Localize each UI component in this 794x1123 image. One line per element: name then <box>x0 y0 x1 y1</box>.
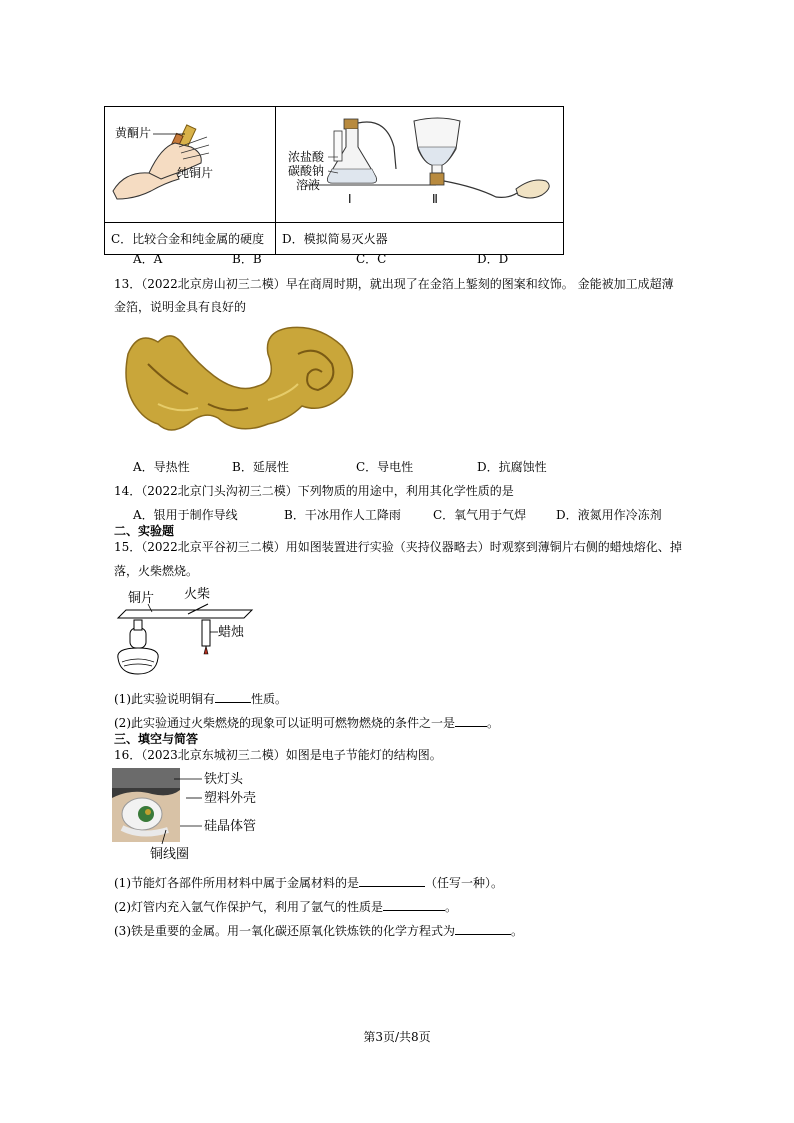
q16-sub1-text: (1)节能灯各部件所用材料中属于金属材料的是 <box>114 876 359 890</box>
q15-sub1 <box>114 690 287 707</box>
q15-sub2 <box>114 714 499 731</box>
q16-sub1 <box>114 874 503 891</box>
setup1-label: Ⅰ <box>348 192 352 206</box>
q13-stem-line2: 金箔，说明金具有良好的 <box>114 300 247 314</box>
carbonate-label: 碳酸钠 <box>288 164 325 178</box>
q15-sub1-blank[interactable] <box>215 690 251 703</box>
setup2-label: Ⅱ <box>432 192 438 206</box>
lamp-coil-label: 铜线圈 <box>150 847 190 860</box>
fire-extinguisher-figure <box>276 107 563 219</box>
q13-option-c: C．导电性 <box>356 460 414 474</box>
candle-label: 蜡烛 <box>218 625 245 640</box>
gold-foil-image <box>118 324 362 440</box>
section-experiment-heading: 二、实验题 <box>114 524 175 538</box>
q16-sub2-text: (2)灯管内充入氩气作保护气，利用了氩气的性质是 <box>114 900 383 914</box>
q16-sub1-suffix: （任写一种）。 <box>425 876 504 890</box>
q14-option-c: C．氧气用于气焊 <box>433 508 527 522</box>
q14-option-d: D．液氮用作冷冻剂 <box>556 508 662 522</box>
solution-label: 溶液 <box>296 178 321 192</box>
acid-label: 浓盐酸 <box>288 150 325 164</box>
q15-sub2-blank[interactable] <box>455 714 487 727</box>
q16-sub3-text: (3)铁是重要的金属。用一氧化碳还原氧化铁炼铁的化学方程式为 <box>114 924 456 938</box>
q13-option-d: D．抗腐蚀性 <box>477 460 547 474</box>
lamp-labels-figure <box>150 768 270 860</box>
q16-sub3 <box>114 922 523 939</box>
q15-sub2-text: (2)此实验通过火柴燃烧的现象可以证明可燃物燃烧的条件之一是 <box>114 716 456 730</box>
copper-sheet-label: 铜片 <box>128 591 155 606</box>
q12-option-d: D．D <box>477 252 509 266</box>
q15-stem-line1: 15．（2022北京平谷初三二模）用如图装置进行实验（夹持仪器略去）时观察到薄铜片右侧的蜡烛熔化、掉 <box>114 540 682 554</box>
q16-stem: 16．（2023北京东城初三二模）如图是电子节能灯的结构图。 <box>114 748 442 762</box>
q15-stem-line2: 落，火柴燃烧。 <box>114 564 199 578</box>
q16-sub3-suffix: 。 <box>511 924 524 938</box>
q13-stem-line1: 13．（2022北京房山初三二模）早在商周时期，就出现了在金箔上錾刻的图案和纹饰。 金能被加工成超薄 <box>114 277 674 291</box>
q13-option-a: A．导热性 <box>133 460 190 474</box>
copper-label: 纯铜片 <box>177 166 214 180</box>
match-label: 火柴 <box>184 587 211 602</box>
q13-option-b: B．延展性 <box>232 460 289 474</box>
figure-cell-c <box>105 107 276 223</box>
caption-d: D．模拟简易灭火器 <box>276 223 564 255</box>
lamp-tube-label: 硅晶体管 <box>204 819 257 834</box>
q15-sub1-text: (1)此实验说明铜有 <box>114 692 215 706</box>
section-fill-heading: 三、填空与简答 <box>114 732 199 746</box>
figure-table <box>104 106 564 255</box>
lamp-shell-label: 塑料外壳 <box>204 791 257 806</box>
q12-option-c: C．C <box>356 252 387 266</box>
q12-option-b: B．B <box>232 252 262 266</box>
q16-sub2 <box>114 898 457 915</box>
q16-sub2-suffix: 。 <box>445 900 458 914</box>
figure-cell-d <box>276 107 564 223</box>
hardness-comparison-figure <box>105 107 275 219</box>
q15-sub2-suffix: 。 <box>487 716 500 730</box>
caption-c: C．比较合金和纯金属的硬度 <box>105 223 276 255</box>
q12-option-a: A．A <box>133 252 163 266</box>
q16-sub2-blank[interactable] <box>383 898 445 911</box>
copper-sheet-experiment-figure <box>112 584 262 684</box>
q15-sub1-suffix: 性质。 <box>251 692 288 706</box>
q14-option-a: A．银用于制作导线 <box>133 508 238 522</box>
q16-sub3-blank[interactable] <box>455 922 511 935</box>
lamp-cap-label: 铁灯头 <box>204 772 244 787</box>
q14-option-b: B．干冰用作人工降雨 <box>284 508 401 522</box>
q16-sub1-blank[interactable] <box>359 874 425 887</box>
page-footer: 第3页/共8页 <box>363 1030 431 1044</box>
q14-stem: 14．（2022北京门头沟初三二模）下列物质的用途中，利用其化学性质的是 <box>114 484 514 498</box>
brass-label: 黄酮片 <box>115 126 152 140</box>
